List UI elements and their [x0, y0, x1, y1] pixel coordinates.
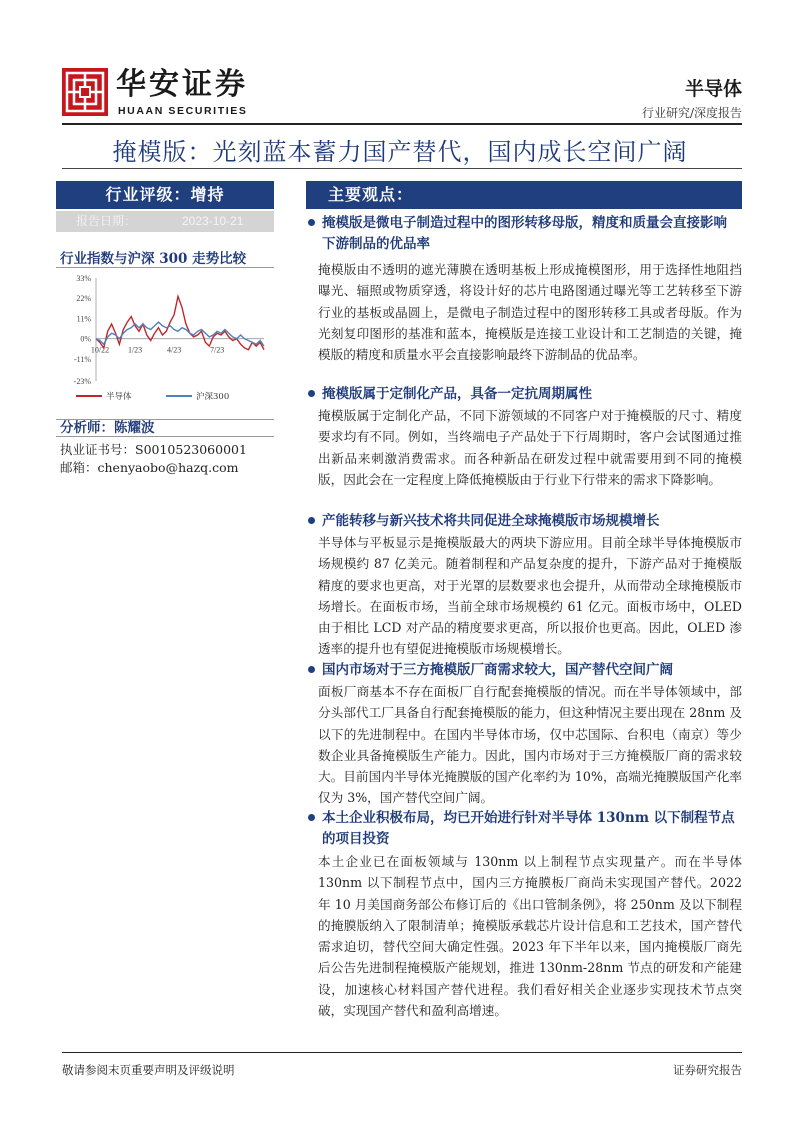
x-tick-label: 4/23: [167, 345, 182, 355]
report-title: 掩模版：光刻蓝本蓄力国产替代，国内成长空间广阔: [112, 138, 688, 166]
section-title-text: 产能转移与新兴技术将共同促进全球掩模版市场规模增长: [322, 513, 660, 529]
section-title-text: 国内市场对于三方掩模版厂商需求较大，国产替代空间广阔: [322, 662, 673, 678]
key-points-heading: 主要观点：: [306, 181, 742, 209]
bullet-icon: [308, 517, 315, 524]
section-title-text: 掩模版是微电子制造过程中的图形转移母版，精度和质量会直接影响下游制品的优品率: [322, 215, 727, 252]
section-body: 面板厂商基本不存在面板厂自行配套掩模版的情况。而在半导体领域中，部分头部代工厂具备自行配套掩模版的能力，但这种情况主要出现在 28nm 及以下的先进制程中。在国内半导体市场，仅中芯国际、台积电（南京）等少数企业具备掩模版生产能力。因此，国内市场对于三方掩模版厂商的需求较大。目前国内半导体光掩膜版的国产化率约为 10%，高端光掩膜版国产化率仅为 3%，国产替代空间广阔。: [318, 684, 742, 806]
y-tick-label: 33%: [76, 274, 91, 283]
y-tick-label: 0%: [80, 334, 91, 344]
bullet-icon: [308, 219, 315, 226]
x-tick-label: 10/22: [90, 345, 110, 355]
report-category: 证券研究报告: [673, 1063, 742, 1077]
legend-label: 半导体: [106, 392, 132, 402]
chart-title: 行业指数与沪深 300 走势比较: [60, 251, 247, 267]
bullet-icon: [308, 814, 315, 821]
report-date-value: 2023-10-21: [182, 214, 244, 228]
index-comparison-chart: [56, 268, 274, 418]
analyst-email: 邮箱：chenyaobo@hazq.com: [60, 460, 239, 475]
footer-divider: [62, 1052, 742, 1053]
section-title: [308, 213, 740, 255]
section-title: [308, 384, 740, 405]
sector-label: 半导体: [684, 78, 742, 100]
section-title: [308, 808, 740, 850]
series-line: [96, 296, 264, 349]
bullet-icon: [308, 390, 315, 397]
y-tick-label: -11%: [73, 354, 91, 364]
section-title-text: 本土企业积极布局，均已开始进行针对半导体 130nm 以下制程节点的项目投资: [322, 810, 735, 847]
logo-seal-icon: [62, 68, 108, 116]
section-title: [308, 660, 740, 681]
company-logo: [62, 68, 252, 120]
section-body: 掩模版属于定制化产品，不同下游领域的不同客户对于掩模版的尺寸、精度要求均有不同。例如，当终端电子产品处于下行周期时，客户会试图通过推出新品来刺激消费需求。而各种新品在研发过程中就需要用到不同的掩模版，因此会在一定程度上降低掩模版由于行业下行带来的需求下降影响。: [318, 408, 742, 487]
report-date-label: 报告日期：: [76, 214, 137, 228]
title-divider: [62, 168, 742, 169]
legend-label: 沪深300: [196, 392, 230, 402]
analyst-name: 分析师：陈耀波: [60, 420, 155, 436]
industry-rating: 行业评级：增持: [56, 181, 274, 209]
y-tick-label: -23%: [73, 377, 91, 386]
section-body: 半导体与平板显示是掩模版最大的两块下游应用。目前全球半导体掩模版市场规模约 87 亿美元。随着制程和产品复杂度的提升，下游产品对于掩模版精度的要求也更高，对于光罩的层数要求也会提升，从而带动全球掩模版市场增长。在面板市场，当前全球市场规模约 61 亿元。面板市场中，OLED 由于相比 LCD 对产品的精度要求更高，所以报价也更高。因此，OLED 渗透率的提升也有望促进掩模版市场规模增长。: [318, 535, 742, 657]
header-divider: [62, 123, 742, 125]
report-type: 行业研究/深度报告: [641, 106, 742, 120]
bullet-icon: [308, 666, 315, 673]
disclaimer-note: 敬请参阅末页重要声明及评级说明: [62, 1063, 235, 1077]
logo-text-en: HUAAN SECURITIES: [118, 105, 248, 117]
section-title: [308, 511, 740, 532]
report-date-row: [56, 211, 274, 232]
y-tick-label: 11%: [76, 314, 91, 324]
certificate-number: 执业证书号：S0010523060001: [60, 442, 247, 457]
x-tick-label: 7/23: [209, 345, 225, 355]
section-body: 本土企业已在面板领域与 130nm 以上制程节点实现量产。而在半导体 130nm 以下制程节点中，国内三方掩膜板厂商尚未实现国产替代。2022 年 10 月美国商务部公布修订后的《出口管制条例》，将 250nm 及以下制程的掩膜版纳入了限制清单；掩模版承载芯片设计信息和工艺技术，国产替代需求迫切，替代空间大确定性强。2023 年下半年以来，国内掩模版厂商先后公告先进制程掩模版产能规划，推进 130nm-28nm 节点的研发和产能建设，加速核心材料国产替代进程。我们看好相关企业逐步实现技术节点突破，实现国产替代和盈利高增速。: [318, 854, 742, 1019]
logo-text-cn: 华安证券: [116, 67, 248, 102]
analyst-divider: [56, 436, 274, 437]
y-tick-label: 22%: [76, 294, 91, 304]
section-title-text: 掩模版属于定制化产品，具备一定抗周期属性: [322, 386, 592, 402]
section-body: 掩模版由不透明的遮光薄膜在透明基板上形成掩模图形，用于选择性地阻挡曝光、辐照或物质穿透，将设计好的芯片电路图通过曝光等工艺转移至下游行业的基板或晶圆上，是微电子制造过程中的图形转移工具或者母版。作为光刻复印图形的基准和蓝本，掩模版是连接工业设计和工艺制造的关键，掩模版的精度和质量水平会直接影响最终下游制品的优品率。: [318, 262, 742, 363]
x-tick-label: 1/23: [127, 345, 143, 355]
